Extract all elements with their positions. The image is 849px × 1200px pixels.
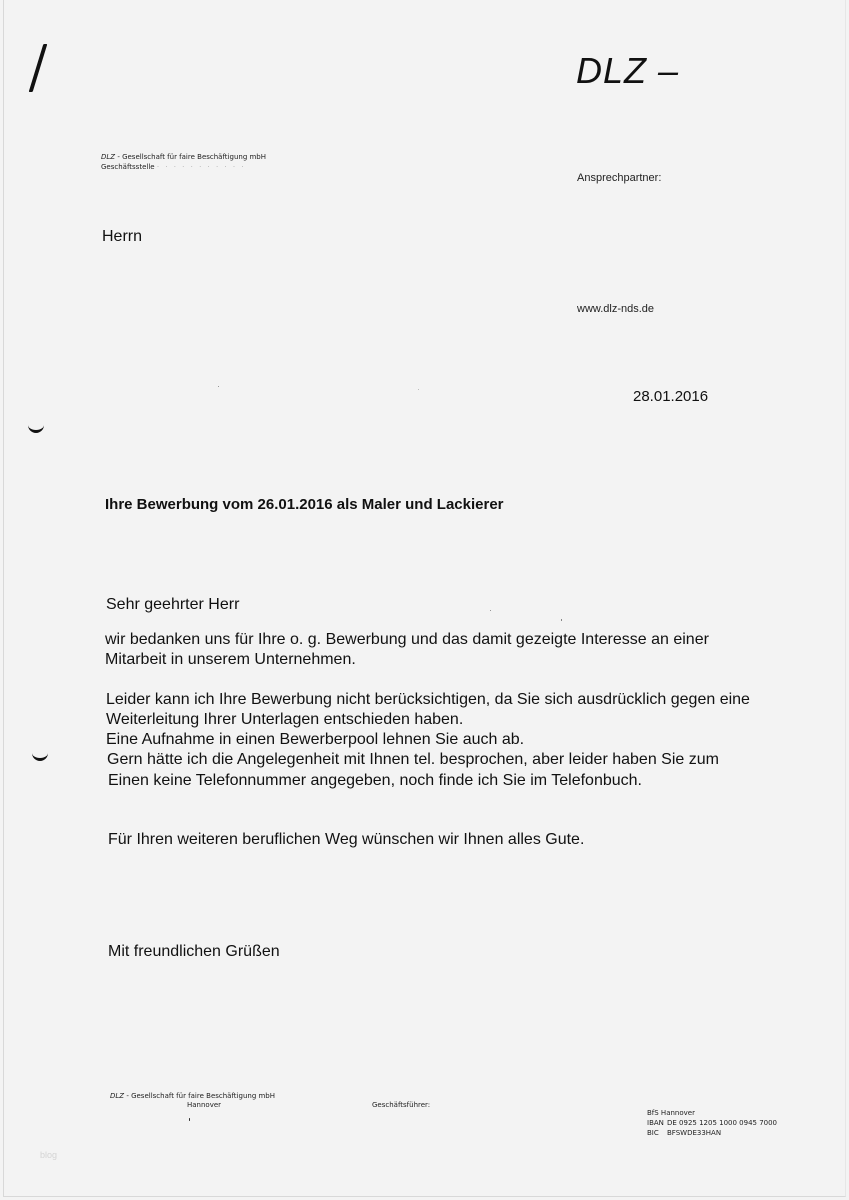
footer-company-brand: DLZ <box>110 1092 125 1100</box>
paragraph-line: Weiterleitung Ihrer Unterlagen entschieden haben. <box>106 711 464 728</box>
bic-label: BIC <box>647 1129 659 1137</box>
paragraph-line: Mitarbeit in unserem Unternehmen. <box>105 651 356 668</box>
scan-speck <box>561 619 562 621</box>
company-website: www.dlz-nds.de <box>577 303 655 315</box>
paragraph-line: Einen keine Telefonnummer angegeben, noch finde ich Sie im Telefonbuch. <box>108 772 642 789</box>
iban-label: IBAN <box>647 1119 664 1127</box>
contact-person-label: Ansprechpartner: <box>577 172 662 184</box>
letter-greeting: Sehr geehrter Herr <box>106 596 240 613</box>
recipient-salutation: Herrn <box>102 228 143 245</box>
paragraph-line: Leider kann ich Ihre Bewerbung nicht berücksichtigen, da Sie sich ausdrücklich gegen eine <box>106 691 750 708</box>
letter-subject: Ihre Bewerbung vom 26.01.2016 als Maler und Lackierer <box>105 496 504 513</box>
scan-speck <box>418 389 419 390</box>
paragraph-closing-wish: Für Ihren weiteren beruflichen Weg wünschen wir Ihnen alles Gute. <box>108 831 585 848</box>
iban-value: DE 0925 1205 1000 0945 7000 <box>667 1119 778 1127</box>
sender-brand: DLZ <box>101 153 116 161</box>
letter-closing: Mit freundlichen Grüßen <box>108 943 280 960</box>
footer-city: Hannover <box>187 1101 222 1109</box>
letter-date: 28.01.2016 <box>633 388 709 405</box>
paragraph-line: Gern hätte ich die Angelegenheit mit Ihnen tel. besprochen, aber leider haben Sie zum <box>107 751 719 768</box>
footer-company <box>110 1091 275 1101</box>
footer-company-name: - Gesellschaft für faire Beschäftigung mbH <box>124 1092 276 1100</box>
bank-name: BfS Hannover <box>647 1109 695 1117</box>
scan-speck <box>490 610 491 611</box>
paragraph-thanks <box>105 630 709 670</box>
sender-office: Geschäftsstelle <box>101 163 155 171</box>
company-logo: DLZ – <box>576 50 680 91</box>
scan-speck <box>218 386 219 387</box>
paragraph-line: wir bedanken uns für Ihre o. g. Bewerbung und das damit gezeigte Interesse an einer <box>105 631 709 648</box>
bic-value: BFSWDE33HAN <box>667 1129 722 1137</box>
footer-managing-director-label: Geschäftsführer: <box>372 1101 431 1109</box>
paragraph-line: Eine Aufnahme in einen Bewerberpool lehnen Sie auch ab. <box>106 731 525 748</box>
footer-bank-details <box>647 1108 777 1138</box>
sender-office-redacted: · · · · · · · · · · · <box>156 163 246 171</box>
sender-company: - Gesellschaft für faire Beschäftigung mbH <box>115 153 267 161</box>
sender-return-address <box>101 152 266 172</box>
scan-speck <box>189 1118 190 1121</box>
watermark: blog <box>40 1150 58 1160</box>
